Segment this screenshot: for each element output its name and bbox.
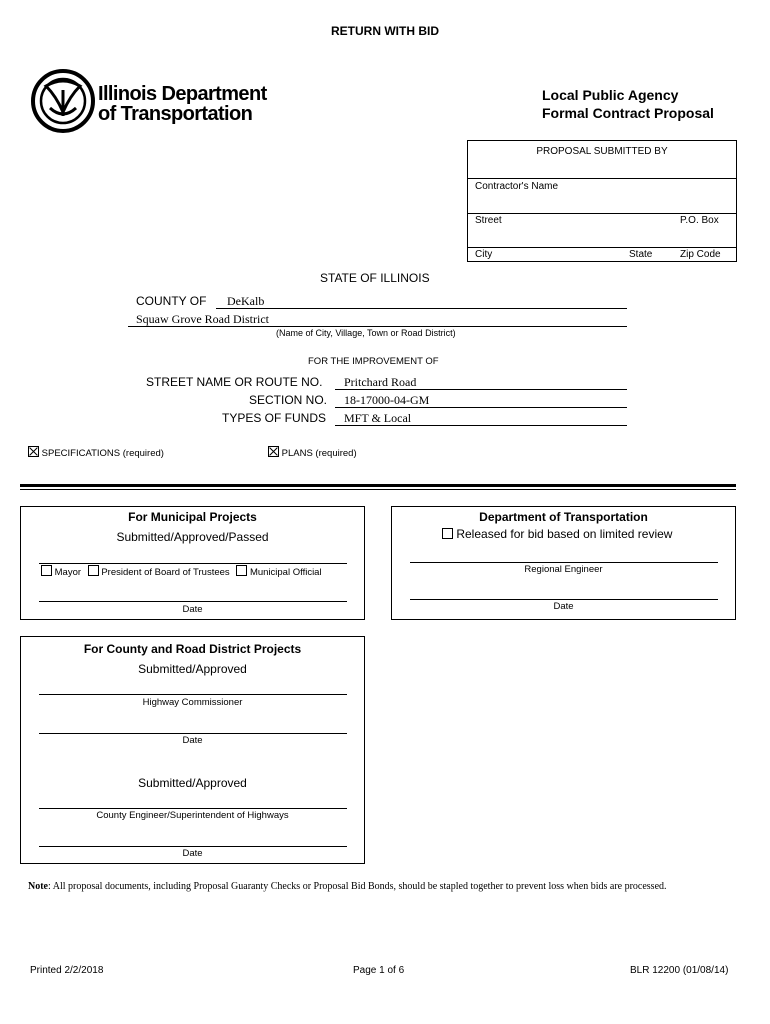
highway-commissioner-label: Highway Commissioner (142, 697, 243, 708)
municipal-projects-box (20, 506, 365, 620)
proposal-submitted-by-box (467, 140, 737, 262)
note-paragraph (28, 880, 728, 894)
improvement-heading: FOR THE IMPROVEMENT OF (308, 356, 439, 367)
agency-name-line1: Illinois Department (98, 83, 267, 105)
county-date-label-2: Date (182, 848, 203, 859)
county-label: COUNTY OF (136, 294, 207, 308)
page-number: Page 1 of 6 (353, 965, 405, 976)
specifications-checkbox[interactable] (28, 446, 39, 457)
note-text: : All proposal documents, including Proposal Guaranty Checks or Proposal Bid Bonds, should be stapled together to prevent loss when bids are processed. (48, 881, 667, 892)
county-engineer-label: County Engineer/Superintendent of Highways (96, 810, 289, 821)
county-subtitle-1: Submitted/Approved (138, 662, 247, 676)
released-checkbox[interactable] (442, 528, 453, 539)
municipal-official-label: Municipal Official (249, 567, 322, 578)
released-label: Released for bid based on limited review (456, 527, 673, 541)
municipal-subtitle: Submitted/Approved/Passed (116, 530, 269, 544)
types-of-funds-label: TYPES OF FUNDS (222, 411, 327, 425)
state-field[interactable]: State (629, 249, 653, 260)
form-title-line2: Formal Contract Proposal (542, 105, 714, 121)
district-caption: (Name of City, Village, Town or Road District) (276, 328, 456, 338)
president-label: President of Board of Trustees (101, 567, 230, 578)
county-value[interactable]: DeKalb (227, 294, 265, 308)
district-value[interactable]: Squaw Grove Road District (136, 312, 269, 326)
mayor-label: Mayor (54, 567, 82, 578)
city-field[interactable]: City (475, 249, 493, 260)
county-road-district-box (20, 636, 365, 864)
plans-checkbox[interactable] (268, 446, 279, 457)
form-number: BLR 12200 (01/08/14) (630, 965, 729, 976)
specifications-label: SPECIFICATIONS (required) (41, 448, 164, 459)
idot-seal-icon (30, 68, 96, 134)
printed-date: Printed 2/2/2018 (30, 965, 104, 976)
regional-engineer-label: Regional Engineer (524, 564, 603, 575)
po-box-field[interactable]: P.O. Box (680, 215, 719, 226)
idot-logo (30, 68, 270, 134)
department-of-transportation-box (391, 506, 736, 620)
return-with-bid: RETURN WITH BID (331, 24, 439, 38)
street-name-value[interactable]: Pritchard Road (344, 375, 417, 389)
municipal-date-label: Date (182, 604, 203, 615)
released-row (442, 527, 672, 541)
president-checkbox[interactable] (88, 565, 99, 576)
form-title-line1: Local Public Agency (542, 87, 679, 103)
street-field[interactable]: Street (475, 215, 502, 226)
types-of-funds-value[interactable]: MFT & Local (344, 411, 412, 425)
section-number-label: SECTION NO. (249, 393, 328, 407)
section-divider (20, 484, 736, 487)
county-title: For County and Road District Projects (83, 642, 302, 656)
proposal-heading: PROPOSAL SUBMITTED BY (536, 146, 668, 157)
state-heading: STATE OF ILLINOIS (320, 271, 430, 285)
municipal-title: For Municipal Projects (128, 510, 257, 524)
zip-code-field[interactable]: Zip Code (680, 249, 721, 260)
county-subtitle-2: Submitted/Approved (138, 776, 247, 790)
contractor-name-field[interactable]: Contractor's Name (475, 181, 559, 192)
section-number-value[interactable]: 18-17000-04-GM (344, 393, 430, 407)
dot-title: Department of Transportation (479, 510, 648, 524)
county-date-label-1: Date (182, 735, 203, 746)
plans-row (268, 446, 357, 459)
note-label: Note (28, 881, 48, 892)
specifications-row (28, 446, 164, 459)
municipal-official-checkbox[interactable] (236, 565, 247, 576)
agency-name-line2: of Transportation (98, 103, 253, 125)
municipal-signer-options (41, 565, 322, 578)
plans-label: PLANS (required) (281, 448, 357, 459)
street-name-label: STREET NAME OR ROUTE NO. (146, 375, 323, 389)
dot-date-label: Date (553, 601, 574, 612)
mayor-checkbox[interactable] (41, 565, 52, 576)
